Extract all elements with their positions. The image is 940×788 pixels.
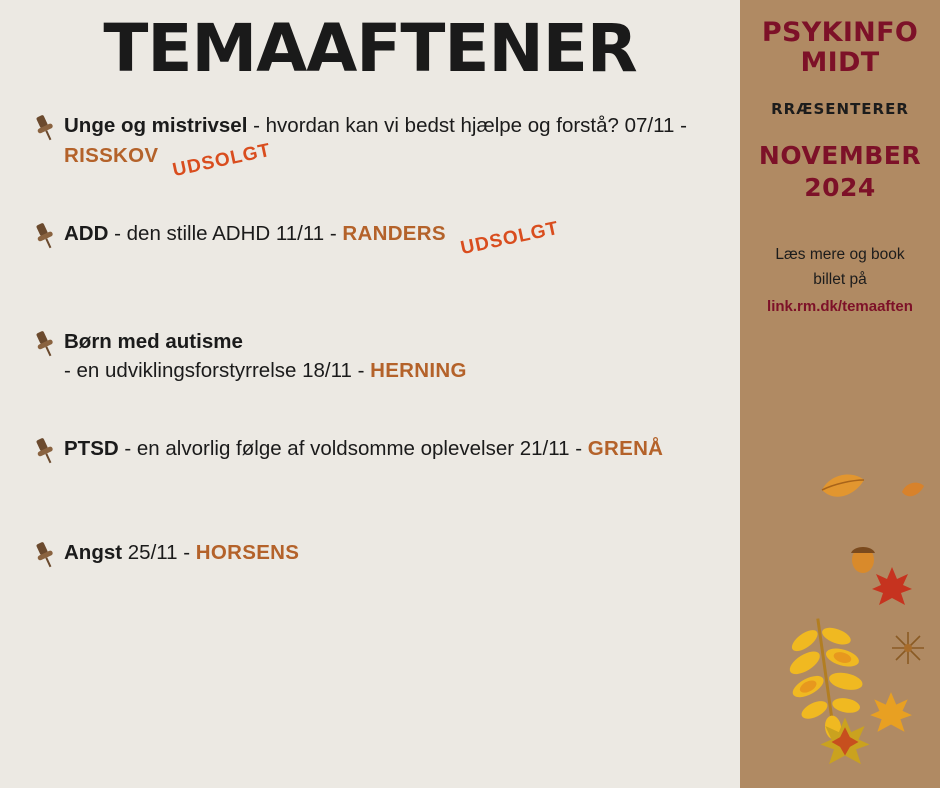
event-text	[64, 434, 677, 464]
presents-label: RRÆSENTERER	[771, 100, 909, 119]
booking-link[interactable]: link.rm.dk/temaaften	[767, 297, 913, 315]
pushpin-icon	[30, 434, 64, 466]
event-desc: - hvordan kan vi bedst hjælpe og forstå? 07/11 -	[247, 114, 687, 138]
leaf-icon	[818, 468, 868, 515]
event-title: ADD	[64, 221, 109, 245]
booking-info	[740, 243, 940, 319]
sidebar	[740, 0, 940, 788]
leaf-icon	[900, 478, 926, 509]
event-title: Unge og mistrivsel	[64, 114, 248, 138]
pushpin-icon	[30, 111, 64, 143]
event-list	[0, 111, 740, 594]
maple-leaf-icon	[818, 715, 872, 774]
brand-name	[740, 18, 940, 78]
event-city: RISSKOV	[64, 144, 159, 168]
event-desc: - den stille ADHD 11/11 -	[108, 221, 343, 245]
list-item[interactable]	[0, 219, 740, 275]
event-title: Angst	[64, 541, 123, 565]
event-desc: - en alvorlig følge af voldsomme oplevelser 21/11 -	[118, 437, 588, 461]
event-desc: 25/11 -	[122, 541, 196, 565]
list-item[interactable]	[0, 111, 740, 182]
month-label: NOVEMBER	[758, 141, 922, 171]
event-city: GRENÅ	[587, 437, 664, 461]
brand-line-1: PSYKINFO	[761, 17, 919, 48]
booking-line-2: billet på	[813, 270, 867, 288]
event-title: PTSD	[64, 437, 119, 461]
list-item[interactable]	[0, 327, 740, 386]
pushpin-icon	[30, 219, 64, 251]
status-badge: UDSOLGT	[458, 217, 561, 259]
seed-pod-icon	[890, 630, 926, 671]
year-label: 2024	[804, 172, 876, 202]
event-city: HERNING	[370, 359, 467, 383]
pushpin-icon	[30, 538, 64, 570]
maple-leaf-icon	[868, 690, 914, 741]
list-item[interactable]	[0, 434, 740, 490]
brand-line-2: MIDT	[800, 47, 880, 79]
event-text	[64, 217, 561, 259]
event-title: Børn med autisme	[64, 329, 243, 353]
event-desc: - en udviklingsforstyrrelse 18/11 -	[64, 359, 371, 383]
event-text	[64, 538, 313, 568]
event-city: RANDERS	[342, 221, 446, 245]
maple-leaf-icon	[870, 565, 914, 614]
booking-line-1: Læs mere og book	[775, 245, 905, 263]
pushpin-icon	[30, 327, 64, 359]
event-text	[64, 111, 704, 182]
month-year	[740, 140, 940, 203]
list-item[interactable]	[0, 538, 740, 594]
status-badge: UDSOLGT	[171, 139, 274, 182]
event-city: HORSENS	[195, 541, 300, 565]
page-title: TEMAAFTENER	[103, 10, 637, 87]
event-text	[64, 327, 481, 386]
